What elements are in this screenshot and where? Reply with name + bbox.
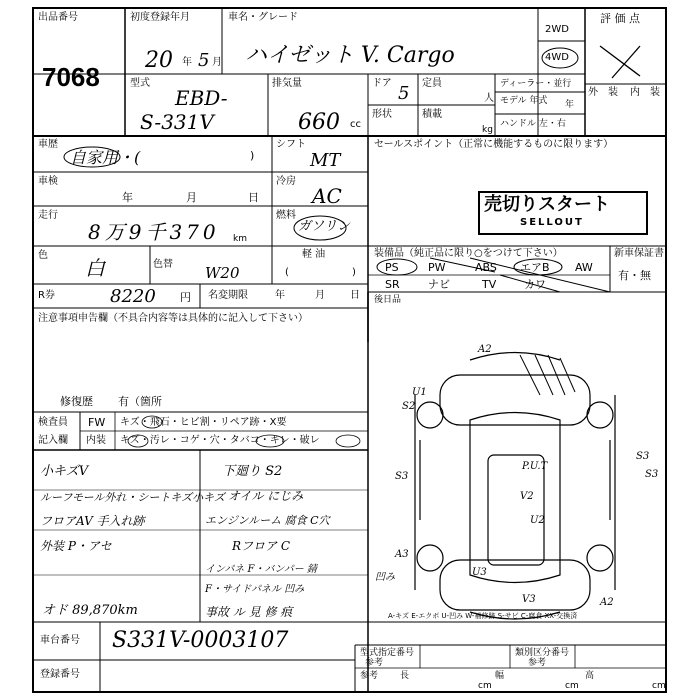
equip-tv: TV xyxy=(482,278,497,291)
r-ken-label: R券 xyxy=(38,290,55,301)
equip-leather: カワ xyxy=(524,278,546,291)
note-right-1: 下廻り S2 xyxy=(222,464,283,479)
notes-label: 注意事項申告欄（不具合内容等は具体的に記入して下さい） xyxy=(38,313,308,324)
reg-label: 登録番号 xyxy=(40,669,80,680)
r-ken-value: 8220 xyxy=(110,286,156,307)
diag-label-u3: U3 xyxy=(472,567,487,578)
mileage-value: 8万9千370 xyxy=(88,220,220,244)
fw-text: キズ・飛石・ヒビ割・リペア跡・X要 xyxy=(120,417,287,428)
chassis-value: S331V-0003107 xyxy=(112,628,289,653)
displacement-label: 排気量 xyxy=(272,78,302,89)
diag-label-s3-right-1: S3 xyxy=(636,451,650,462)
warranty-label: 新車保証書 xyxy=(614,248,664,259)
first-reg-month: 5 xyxy=(198,50,210,71)
katashiki-value-1: EBD- xyxy=(175,86,228,110)
equip-aw: AW xyxy=(575,261,593,274)
exterior-label-1: 外 xyxy=(588,87,598,98)
equipment-label: 装備品（純正品に限り○をつけて下さい） xyxy=(374,248,563,259)
inspector-label: 検査員 xyxy=(38,417,68,428)
note-left-3: フロアAV 手入れ跡 xyxy=(40,514,145,528)
model-label: 車名・グレード xyxy=(228,12,298,23)
diag-label-u1: U1 xyxy=(412,387,427,398)
lot-no-label: 出品番号 xyxy=(38,12,78,23)
first-reg-year: 20 xyxy=(145,48,173,73)
first-reg-nen: 年 xyxy=(182,57,192,68)
katashiki-shitei-sankou: 参考 xyxy=(365,658,384,668)
shift-value: MT xyxy=(310,150,341,171)
note-right-5: インパネ F・バンパー 錆 xyxy=(205,564,317,575)
iro-gae-label: 色替 xyxy=(153,259,173,270)
repair-value: 有（箇所 xyxy=(118,395,162,408)
diag-label-s2: S2 xyxy=(402,401,416,412)
fuel-value: ガソリン xyxy=(298,219,351,234)
fuel-label: 燃料 xyxy=(276,210,296,221)
note-right-6: F・サイドパネル 凹み xyxy=(205,584,305,595)
interior-label-2: 装 xyxy=(650,87,660,98)
door-label: ドア xyxy=(372,78,392,89)
shift-label: シフト xyxy=(276,139,306,150)
keiyu-label: 軽 油 xyxy=(302,249,326,260)
shareki-label: 車歴 xyxy=(38,139,58,150)
handle-label: ハンドル 左・右 xyxy=(500,119,566,129)
size-length-label: 長 xyxy=(400,671,410,681)
note-left-5: オド 89,870km xyxy=(42,603,138,618)
fw-label: FW xyxy=(88,416,106,429)
note-right-7: 事故 ル 見 修 痕 xyxy=(205,605,293,619)
equip-abs: ABS xyxy=(475,261,497,274)
chassis-label: 車台番号 xyxy=(40,635,80,646)
equip-ps: PS xyxy=(385,261,399,274)
diag-label-dent: 凹み xyxy=(375,572,395,583)
repair-label: 修復歴 xyxy=(60,395,93,408)
fuel-paren-close: ) xyxy=(352,267,356,278)
teiin-label: 定員 xyxy=(422,78,442,89)
size-length-unit: cm xyxy=(478,681,492,691)
shareki-close: ) xyxy=(250,149,255,162)
sekisai-label: 積載 xyxy=(422,109,442,120)
diag-label-a2-bottom: A2 xyxy=(600,597,614,608)
diag-label-s3-right-2: S3 xyxy=(645,469,659,480)
meigi-nen: 年 xyxy=(275,290,285,301)
ruibetsu-sankou: 参考 xyxy=(528,658,547,668)
equip-airbag: エアB xyxy=(520,261,550,274)
sellout-stamp xyxy=(478,191,648,235)
r-ken-yen: 円 xyxy=(180,291,191,304)
katashiki-shitei-label: 型式指定番号 xyxy=(360,648,415,658)
exterior-label-2: 装 xyxy=(608,87,618,98)
diag-label-v2: V2 xyxy=(520,491,534,502)
first-reg-tsuki: 月 xyxy=(212,57,222,68)
equip-sr: SR xyxy=(385,278,400,291)
size-sankou: 参考 xyxy=(360,671,379,681)
size-width-unit: cm xyxy=(565,681,579,691)
sellout-stamp-sub: SELLOUT xyxy=(520,217,584,228)
displacement-value: 660 xyxy=(298,110,340,135)
dealer-label: ディーラー・並行 xyxy=(500,79,572,89)
meigi-nichi: 日 xyxy=(350,290,360,301)
model-year-unit: 年 xyxy=(565,100,575,110)
note-left-1: 小キズV xyxy=(40,464,89,479)
katashiki-label: 型式 xyxy=(130,78,150,89)
color-label: 色 xyxy=(38,250,48,261)
size-height-label: 高 xyxy=(585,671,595,681)
meigi-label: 名変期限 xyxy=(208,290,248,301)
mileage-unit: km xyxy=(233,234,247,244)
interior-label: 内装 xyxy=(86,435,106,446)
note-right-3: エンジンルーム 腐食 C穴 xyxy=(205,514,330,527)
shaken-nen: 年 xyxy=(122,191,133,204)
interior-text: キズ・汚レ・コゲ・穴・タバコ・キレ・破レ xyxy=(120,435,320,446)
lot-no-value: 7068 xyxy=(42,62,100,92)
meigi-gatsu: 月 xyxy=(315,290,325,301)
displacement-unit: cc xyxy=(350,119,361,130)
shaken-nichi: 日 xyxy=(248,191,259,204)
equip-navi: ナビ xyxy=(428,278,450,291)
entry-label: 記入欄 xyxy=(38,435,68,446)
size-height-unit: cm xyxy=(652,681,666,691)
color-code: W20 xyxy=(205,264,240,282)
shaken-label: 車検 xyxy=(38,176,58,187)
sellout-stamp-main: 売切りスタート xyxy=(484,194,610,215)
model-year-label: モデル 年式 xyxy=(500,96,548,106)
fuel-paren-open: ( xyxy=(285,267,289,278)
teiin-unit: 人 xyxy=(484,93,494,104)
score-label: 評 価 点 xyxy=(600,12,640,25)
rear-seat-label: 後日品 xyxy=(374,295,402,305)
shareki-value: 自家用・( xyxy=(70,148,141,167)
diag-label-v3: V3 xyxy=(522,594,536,605)
sales-point-label: セールスポイント（正常に機能するものに限ります） xyxy=(374,139,614,150)
size-width-label: 幅 xyxy=(495,671,505,681)
color-value: 白 xyxy=(85,256,105,280)
diag-label-u2: U2 xyxy=(530,515,545,526)
cooler-label: 冷房 xyxy=(276,176,296,187)
keijou-label: 形状 xyxy=(372,109,392,120)
model-value: ハイゼット V. Cargo xyxy=(245,43,455,68)
note-left-4: 外装 P・アセ xyxy=(40,539,112,553)
shaken-gatsu: 月 xyxy=(186,191,197,204)
diag-label-s3-left: S3 xyxy=(395,471,409,482)
drive-2wd: 2WD xyxy=(545,24,569,35)
cooler-value: AC xyxy=(312,184,342,208)
diag-label-a2-top: A2 xyxy=(478,344,492,355)
equip-pw: PW xyxy=(428,261,446,274)
interior-label-1: 内 xyxy=(630,87,640,98)
warranty-value: 有・無 xyxy=(618,269,651,282)
note-right-4: Rフロア C xyxy=(232,539,291,553)
note-right-2: オイル にじみ xyxy=(228,489,304,503)
door-value: 5 xyxy=(398,83,410,104)
first-reg-label: 初度登録年月 xyxy=(130,12,190,23)
note-left-2: ルーフモール外れ・シートキズ小キズ xyxy=(40,491,225,504)
diag-label-put: P.U.T xyxy=(522,461,548,472)
diag-label-a3: A3 xyxy=(395,549,409,560)
katashiki-value-2: S-331V xyxy=(140,110,214,134)
sekisai-unit: kg xyxy=(482,125,493,135)
ruibetsu-label: 類別区分番号 xyxy=(515,648,570,658)
drive-4wd: 4WD xyxy=(545,52,569,63)
diagram-legend: A-キズ E-エクボ U-凹み W-補修跡 S-サビ C-腐食 XX-交換済 xyxy=(388,612,578,620)
mileage-label: 走行 xyxy=(38,210,58,221)
